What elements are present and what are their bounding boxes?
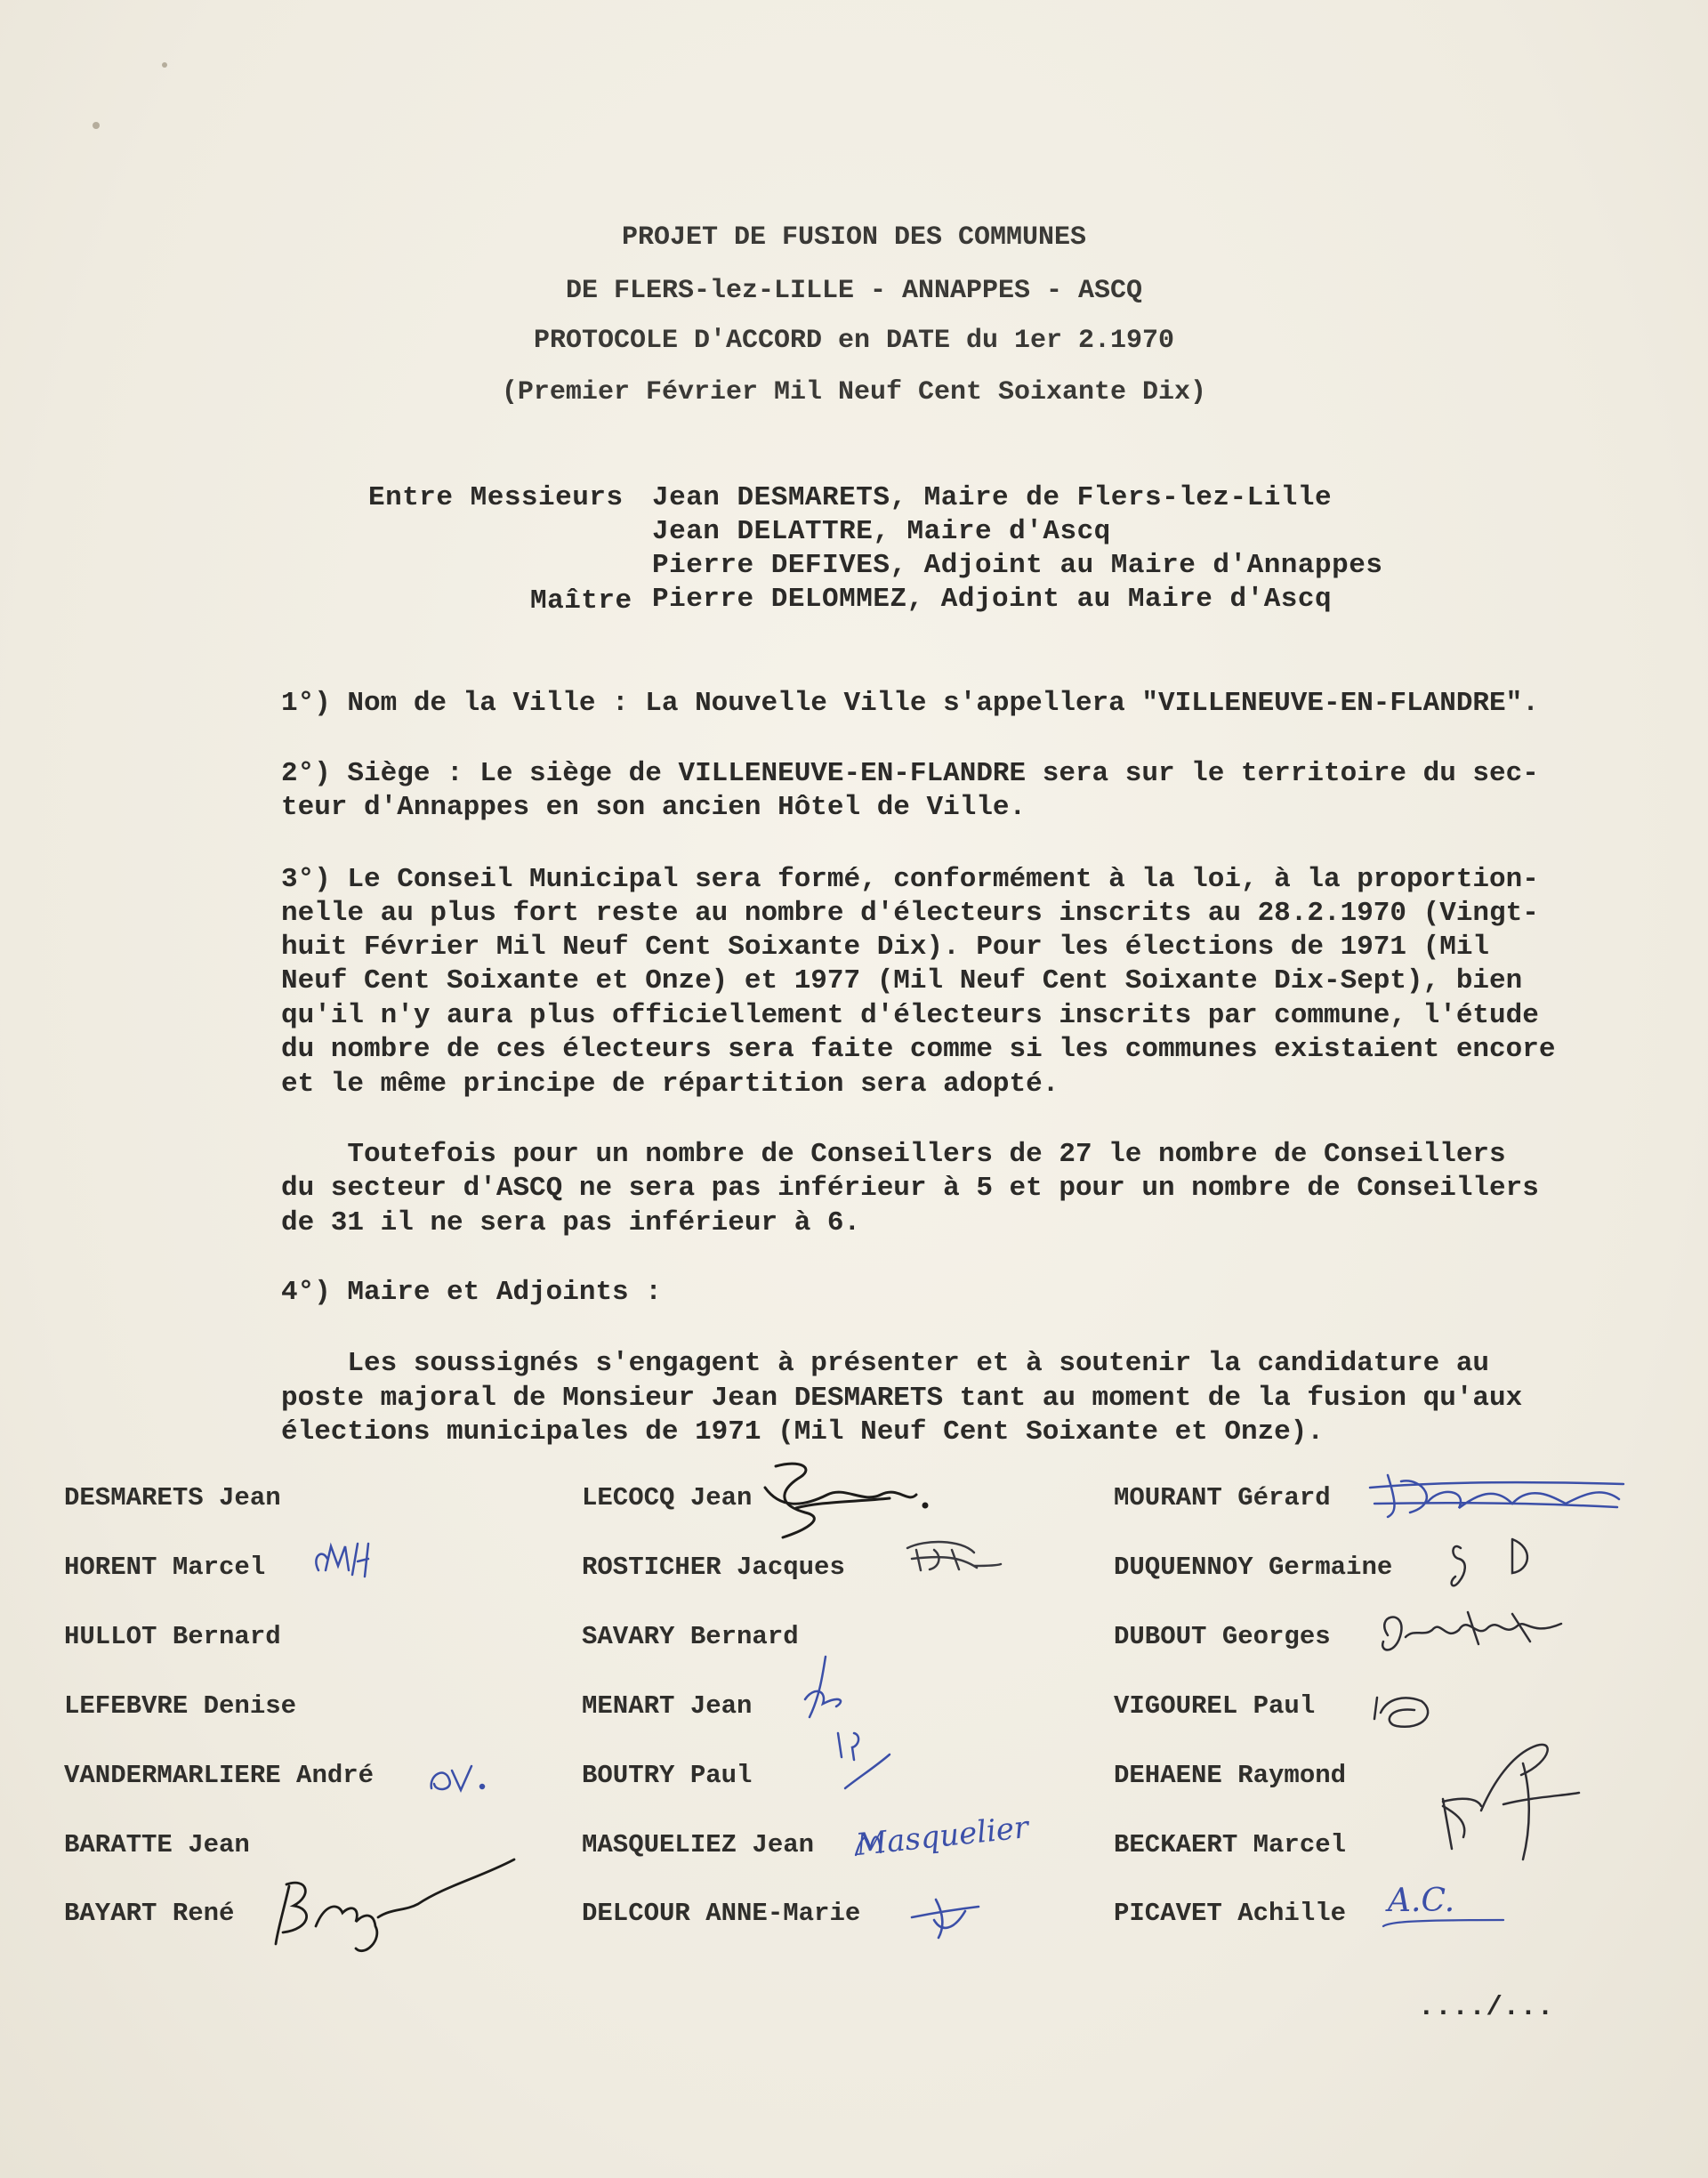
signatory-col3-7: PICAVET Achille xyxy=(1114,1899,1347,1928)
signature-delcour xyxy=(912,1900,979,1938)
article-3-line-2: nelle au plus fort reste au nombre d'électeurs inscrits au 28.2.1970 (Vingt- xyxy=(281,898,1539,929)
signature-boutry xyxy=(838,1733,890,1788)
article-4-line-2: poste majoral de Monsieur Jean DESMARETS tant au moment de la fusion qu'aux xyxy=(281,1383,1523,1414)
title-line-2: DE FLERS-lez-LILLE - ANNAPPES - ASCQ xyxy=(565,276,1143,306)
signatory-col1-6: BARATTE Jean xyxy=(64,1830,250,1859)
signature-mourant xyxy=(1370,1475,1623,1517)
article-4-line-1: Les soussignés s'engagent à présenter et à soutenir la candidature au xyxy=(281,1348,1490,1379)
parties-prefix-4: Maître xyxy=(530,585,632,617)
article-2-line-1: 2°) Siège : Le siège de VILLENEUVE-EN-FLANDRE sera sur le territoire du sec- xyxy=(281,758,1539,789)
signatory-col3-1: MOURANT Gérard xyxy=(1114,1483,1331,1512)
article-4-line-3: élections municipales de 1971 (Mil Neuf Cent Soixante et Onze). xyxy=(281,1416,1324,1448)
signatory-col2-5: BOUTRY Paul xyxy=(582,1761,753,1790)
signatory-col2-3: SAVARY Bernard xyxy=(582,1622,799,1651)
party-delommez: Pierre DELOMMEZ, Adjoint au Maire d'Ascq xyxy=(652,584,1333,615)
article-3-line-6: du nombre de ces électeurs sera faite comme si les communes existaient encore xyxy=(281,1034,1556,1065)
title-line-3: PROTOCOLE D'ACCORD en DATE du 1er 2.1970 xyxy=(533,326,1175,356)
signatory-col1-1: DESMARETS Jean xyxy=(64,1483,281,1512)
signature-rosticher xyxy=(907,1542,1001,1570)
title-line-1: PROJET DE FUSION DES COMMUNES xyxy=(621,222,1087,253)
paper-spot xyxy=(93,122,100,129)
signature-vigourel xyxy=(1374,1698,1428,1727)
signature-duquennoy xyxy=(1452,1539,1527,1585)
signatory-col3-2: DUQUENNOY Germaine xyxy=(1114,1553,1393,1582)
signatory-col2-6: MASQUELIEZ Jean xyxy=(582,1830,815,1859)
signatory-col1-2: HORENT Marcel xyxy=(64,1553,266,1582)
signature-lecocq xyxy=(765,1464,927,1537)
article-3b-line-3: de 31 il ne sera pas inférieur à 6. xyxy=(281,1207,861,1238)
signatory-col2-2: ROSTICHER Jacques xyxy=(582,1553,845,1582)
signatory-col3-3: DUBOUT Georges xyxy=(1114,1622,1331,1651)
signature-dubout xyxy=(1382,1612,1561,1650)
paper-spot xyxy=(162,62,167,68)
article-4-title: 4°) Maire et Adjoints : xyxy=(281,1277,662,1308)
article-3b-line-1: Toutefois pour un nombre de Conseillers de 27 le nombre de Conseillers xyxy=(281,1139,1506,1170)
signatory-col1-4: LEFEBVRE Denise xyxy=(64,1691,297,1721)
article-2-line-2: teur d'Annappes en son ancien Hôtel de Ville. xyxy=(281,792,1027,823)
article-3b-line-2: du secteur d'ASCQ ne sera pas inférieur à 5 et pour un nombre de Conseillers xyxy=(281,1173,1539,1204)
signature-picavet-ink xyxy=(1383,1920,1503,1926)
signatory-col1-5: VANDERMARLIERE André xyxy=(64,1761,375,1790)
article-1: 1°) Nom de la Ville : La Nouvelle Ville s'appellera "VILLENEUVE-EN-FLANDRE". xyxy=(281,688,1539,719)
signature-menart xyxy=(805,1657,841,1717)
signature-dehaene xyxy=(1443,1745,1579,1859)
signatory-col2-7: DELCOUR ANNE-Marie xyxy=(582,1899,861,1928)
article-3-line-4: Neuf Cent Soixante et Onze) et 1977 (Mil Neuf Cent Soixante Dix-Sept), bien xyxy=(281,965,1523,996)
signature-bayart xyxy=(276,1859,514,1951)
article-3-line-3: huit Février Mil Neuf Cent Soixante Dix). Pour les élections de 1971 (Mil xyxy=(281,932,1490,963)
signatory-col2-4: MENART Jean xyxy=(582,1691,753,1721)
article-3-line-1: 3°) Le Conseil Municipal sera formé, conformément à la loi, à la proportion- xyxy=(281,864,1539,895)
signatory-col1-3: HULLOT Bernard xyxy=(64,1622,281,1651)
signatory-col3-5: DEHAENE Raymond xyxy=(1114,1761,1347,1790)
party-defives: Pierre DEFIVES, Adjoint au Maire d'Annappes xyxy=(652,550,1383,581)
signatory-col2-1: LECOCQ Jean xyxy=(582,1483,753,1512)
signature-masqueliez: Masquelier xyxy=(854,1809,1030,1864)
signatory-col1-7: BAYART René xyxy=(64,1899,235,1928)
signatory-col3-4: VIGOUREL Paul xyxy=(1114,1691,1316,1721)
signature-picavet: A.C. xyxy=(1388,1883,1455,1919)
article-3-line-5: qu'il n'y aura plus officiellement d'électeurs inscrits par commune, l'étude xyxy=(281,1000,1539,1031)
continuation-mark: ..../... xyxy=(1418,1992,1554,2023)
article-3-line-7: et le même principe de répartition sera adopté. xyxy=(281,1069,1059,1100)
party-delattre: Jean DELATTRE, Maire d'Ascq xyxy=(652,516,1111,547)
signature-beckaert xyxy=(1443,1806,1464,1837)
title-line-4: (Premier Février Mil Neuf Cent Soixante Dix) xyxy=(501,377,1207,407)
signature-horent xyxy=(316,1544,368,1577)
signatory-col3-6: BECKAERT Marcel xyxy=(1114,1830,1347,1859)
parties-prefix-1: Entre Messieurs xyxy=(368,482,624,513)
signature-vandermarliere xyxy=(431,1766,484,1790)
party-desmarets: Jean DESMARETS, Maire de Flers-lez-Lille xyxy=(652,482,1333,513)
